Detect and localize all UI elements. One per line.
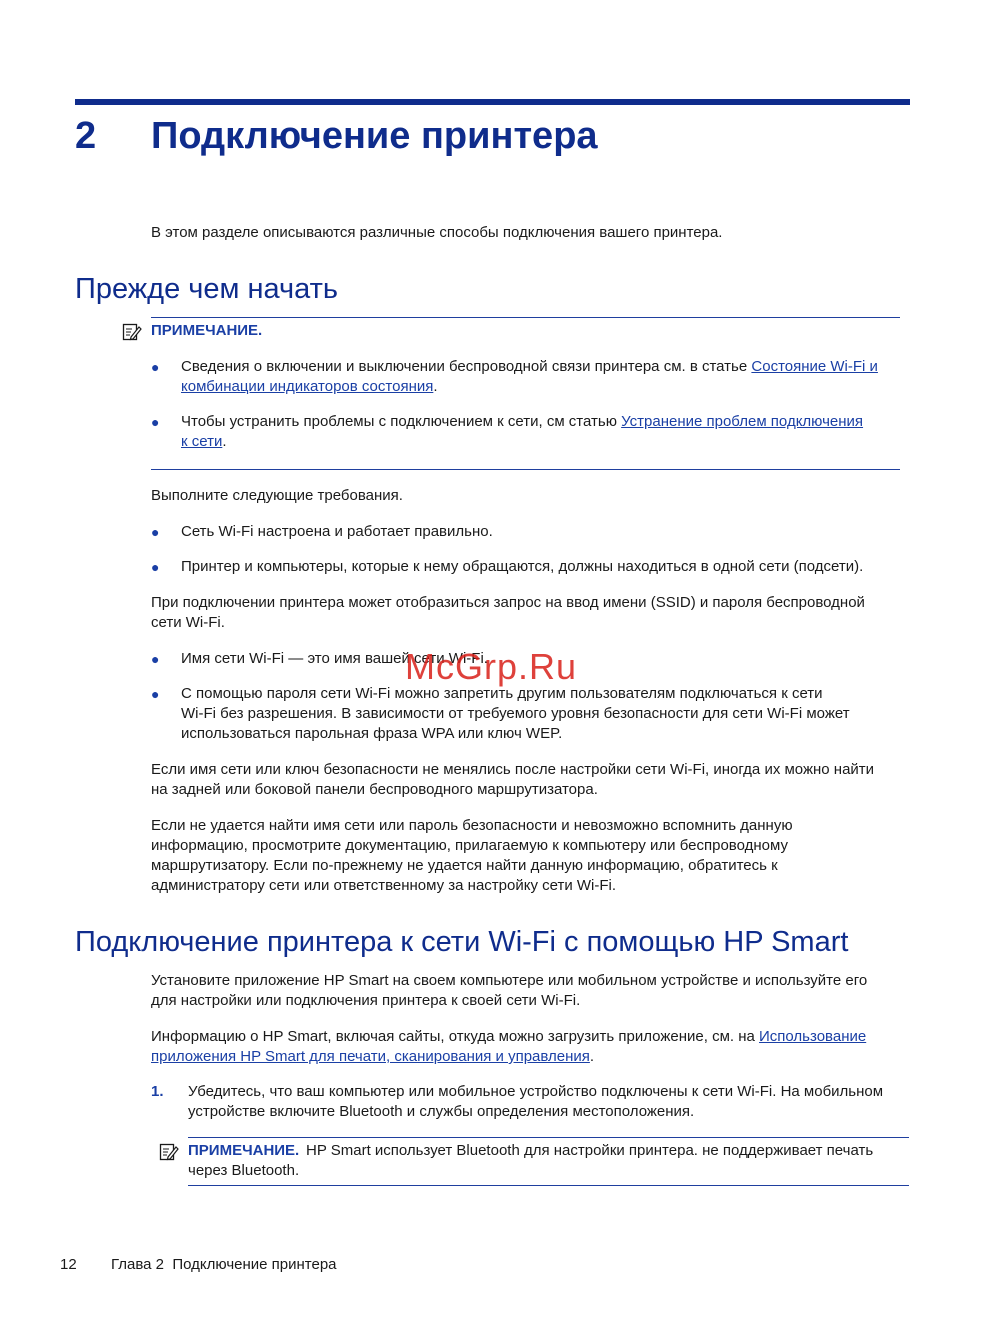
ssid-item-2-line2: Wi-Fi без разрешения. В зависимости от требуемого уровня безопасности для сети Wi-Fi может [181, 705, 850, 722]
bullet-dot-icon: ● [151, 359, 160, 375]
install-paragraph-line1: Установите приложение HP Smart на своем компьютере или мобильном устройстве и используйте его [151, 972, 868, 989]
bullet-dot-icon: ● [151, 414, 160, 430]
link-to-network[interactable]: к сети [181, 433, 223, 450]
link-hp-smart-app[interactable]: приложения HP Smart для печати, сканирования и управления [151, 1048, 590, 1065]
chapter-number: 2 [75, 115, 97, 157]
requirements-intro: Выполните следующие требования. [151, 487, 403, 504]
step-1-line2: устройстве включите Bluetooth и службы определения местоположения. [188, 1103, 695, 1120]
step-1-line1: Убедитесь, что ваш компьютер или мобильное устройство подключены к сети Wi-Fi. На мобильном [188, 1083, 884, 1100]
bullet-dot-icon: ● [151, 686, 160, 702]
note-bottom-rule [151, 469, 900, 470]
requirement-item: Сеть Wi-Fi настроена и работает правильно. [181, 523, 493, 540]
chapter-intro: В этом разделе описываются различные способы подключения вашего принтера. [151, 224, 723, 241]
ssid-item-1: Имя сети Wi-Fi — это имя вашей сети Wi-Fi. [181, 650, 488, 667]
admin-paragraph-line3: маршрутизатору. Если по-прежнему не удается найти данную информацию, обратитесь к [151, 857, 778, 874]
note2-line2: через Bluetooth. [188, 1162, 300, 1179]
note2-bottom-rule [188, 1185, 909, 1186]
note-top-rule [151, 317, 900, 318]
info-paragraph-line2: приложения HP Smart для печати, сканирования и управления. [151, 1048, 595, 1065]
note2-top-rule [188, 1137, 909, 1138]
note-item-1: Сведения о включении и выключении беспроводной связи принтера см. в статье Состояние Wi-Fi и [181, 358, 878, 375]
install-paragraph-line2: для настройки или подключения принтера к своей сети Wi-Fi. [151, 992, 581, 1009]
info-paragraph-line1: Информацию о HP Smart, включая сайты, откуда можно загрузить приложение, см. на Использование [151, 1028, 867, 1045]
bullet-dot-icon: ● [151, 559, 160, 575]
router-paragraph-line2: на задней или боковой панели беспроводного маршрутизатора. [151, 781, 598, 798]
ssid-item-2-line3: использоваться парольная фраза WPA или ключ WEP. [181, 725, 563, 742]
ssid-item-2-line1: С помощью пароля сети Wi-Fi можно запретить другим пользователям подключаться к сети [181, 685, 823, 702]
admin-paragraph-line2: информацию, просмотрите документацию, прилагаемую к компьютеру или беспроводному [151, 837, 788, 854]
section-heading-before-start: Прежде чем начать [75, 273, 339, 305]
note-item-2: Чтобы устранить проблемы с подключением к сети, см статью Устранение проблем подключения [181, 413, 864, 430]
ssid-paragraph-line1: При подключении принтера может отобразиться запрос на ввод имени (SSID) и пароля беспроводной [151, 594, 865, 611]
note-item-2-line2: к сети. [181, 433, 227, 450]
link-troubleshoot-connection[interactable]: Устранение проблем подключения [621, 413, 864, 430]
ssid-paragraph-line2: сети Wi-Fi. [151, 614, 225, 631]
note2-label: ПРИМЕЧАНИЕ. [188, 1142, 300, 1159]
section-heading-hp-smart: Подключение принтера к сети Wi-Fi с помощью HP Smart [75, 926, 849, 958]
note-label: ПРИМЕЧАНИЕ. [151, 322, 263, 339]
chapter-top-rule [75, 99, 910, 105]
note-pencil-icon [159, 1142, 179, 1162]
bullet-dot-icon: ● [151, 651, 160, 667]
router-paragraph-line1: Если имя сети или ключ безопасности не менялись после настройки сети Wi-Fi, иногда их можно найти [151, 761, 875, 778]
link-indicator-combinations[interactable]: комбинации индикаторов состояния [181, 378, 434, 395]
admin-paragraph-line1: Если не удается найти имя сети или пароль безопасности и невозможно вспомнить данную [151, 817, 793, 834]
admin-paragraph-line4: администратору сети или ответственному за настройку сети Wi-Fi. [151, 877, 617, 894]
page-number: 12 [60, 1256, 77, 1273]
chapter-title: Подключение принтера [151, 115, 598, 157]
step-number: 1. [151, 1083, 164, 1100]
watermark-text: McGrp.Ru [405, 646, 578, 687]
footer-chapter-text: Глава 2 Подключение принтера [111, 1256, 337, 1273]
note2-line1: HP Smart использует Bluetooth для настройки принтера. не поддерживает печать [306, 1142, 874, 1159]
link-wifi-status[interactable]: Состояние Wi-Fi и [751, 358, 878, 375]
link-using-hp-smart[interactable]: Использование [759, 1028, 867, 1045]
note-item-1-line2: комбинации индикаторов состояния. [181, 378, 438, 395]
requirement-item: Принтер и компьютеры, которые к нему обращаются, должны находиться в одной сети (подсети). [181, 558, 864, 575]
bullet-dot-icon: ● [151, 524, 160, 540]
note-pencil-icon [122, 322, 142, 342]
